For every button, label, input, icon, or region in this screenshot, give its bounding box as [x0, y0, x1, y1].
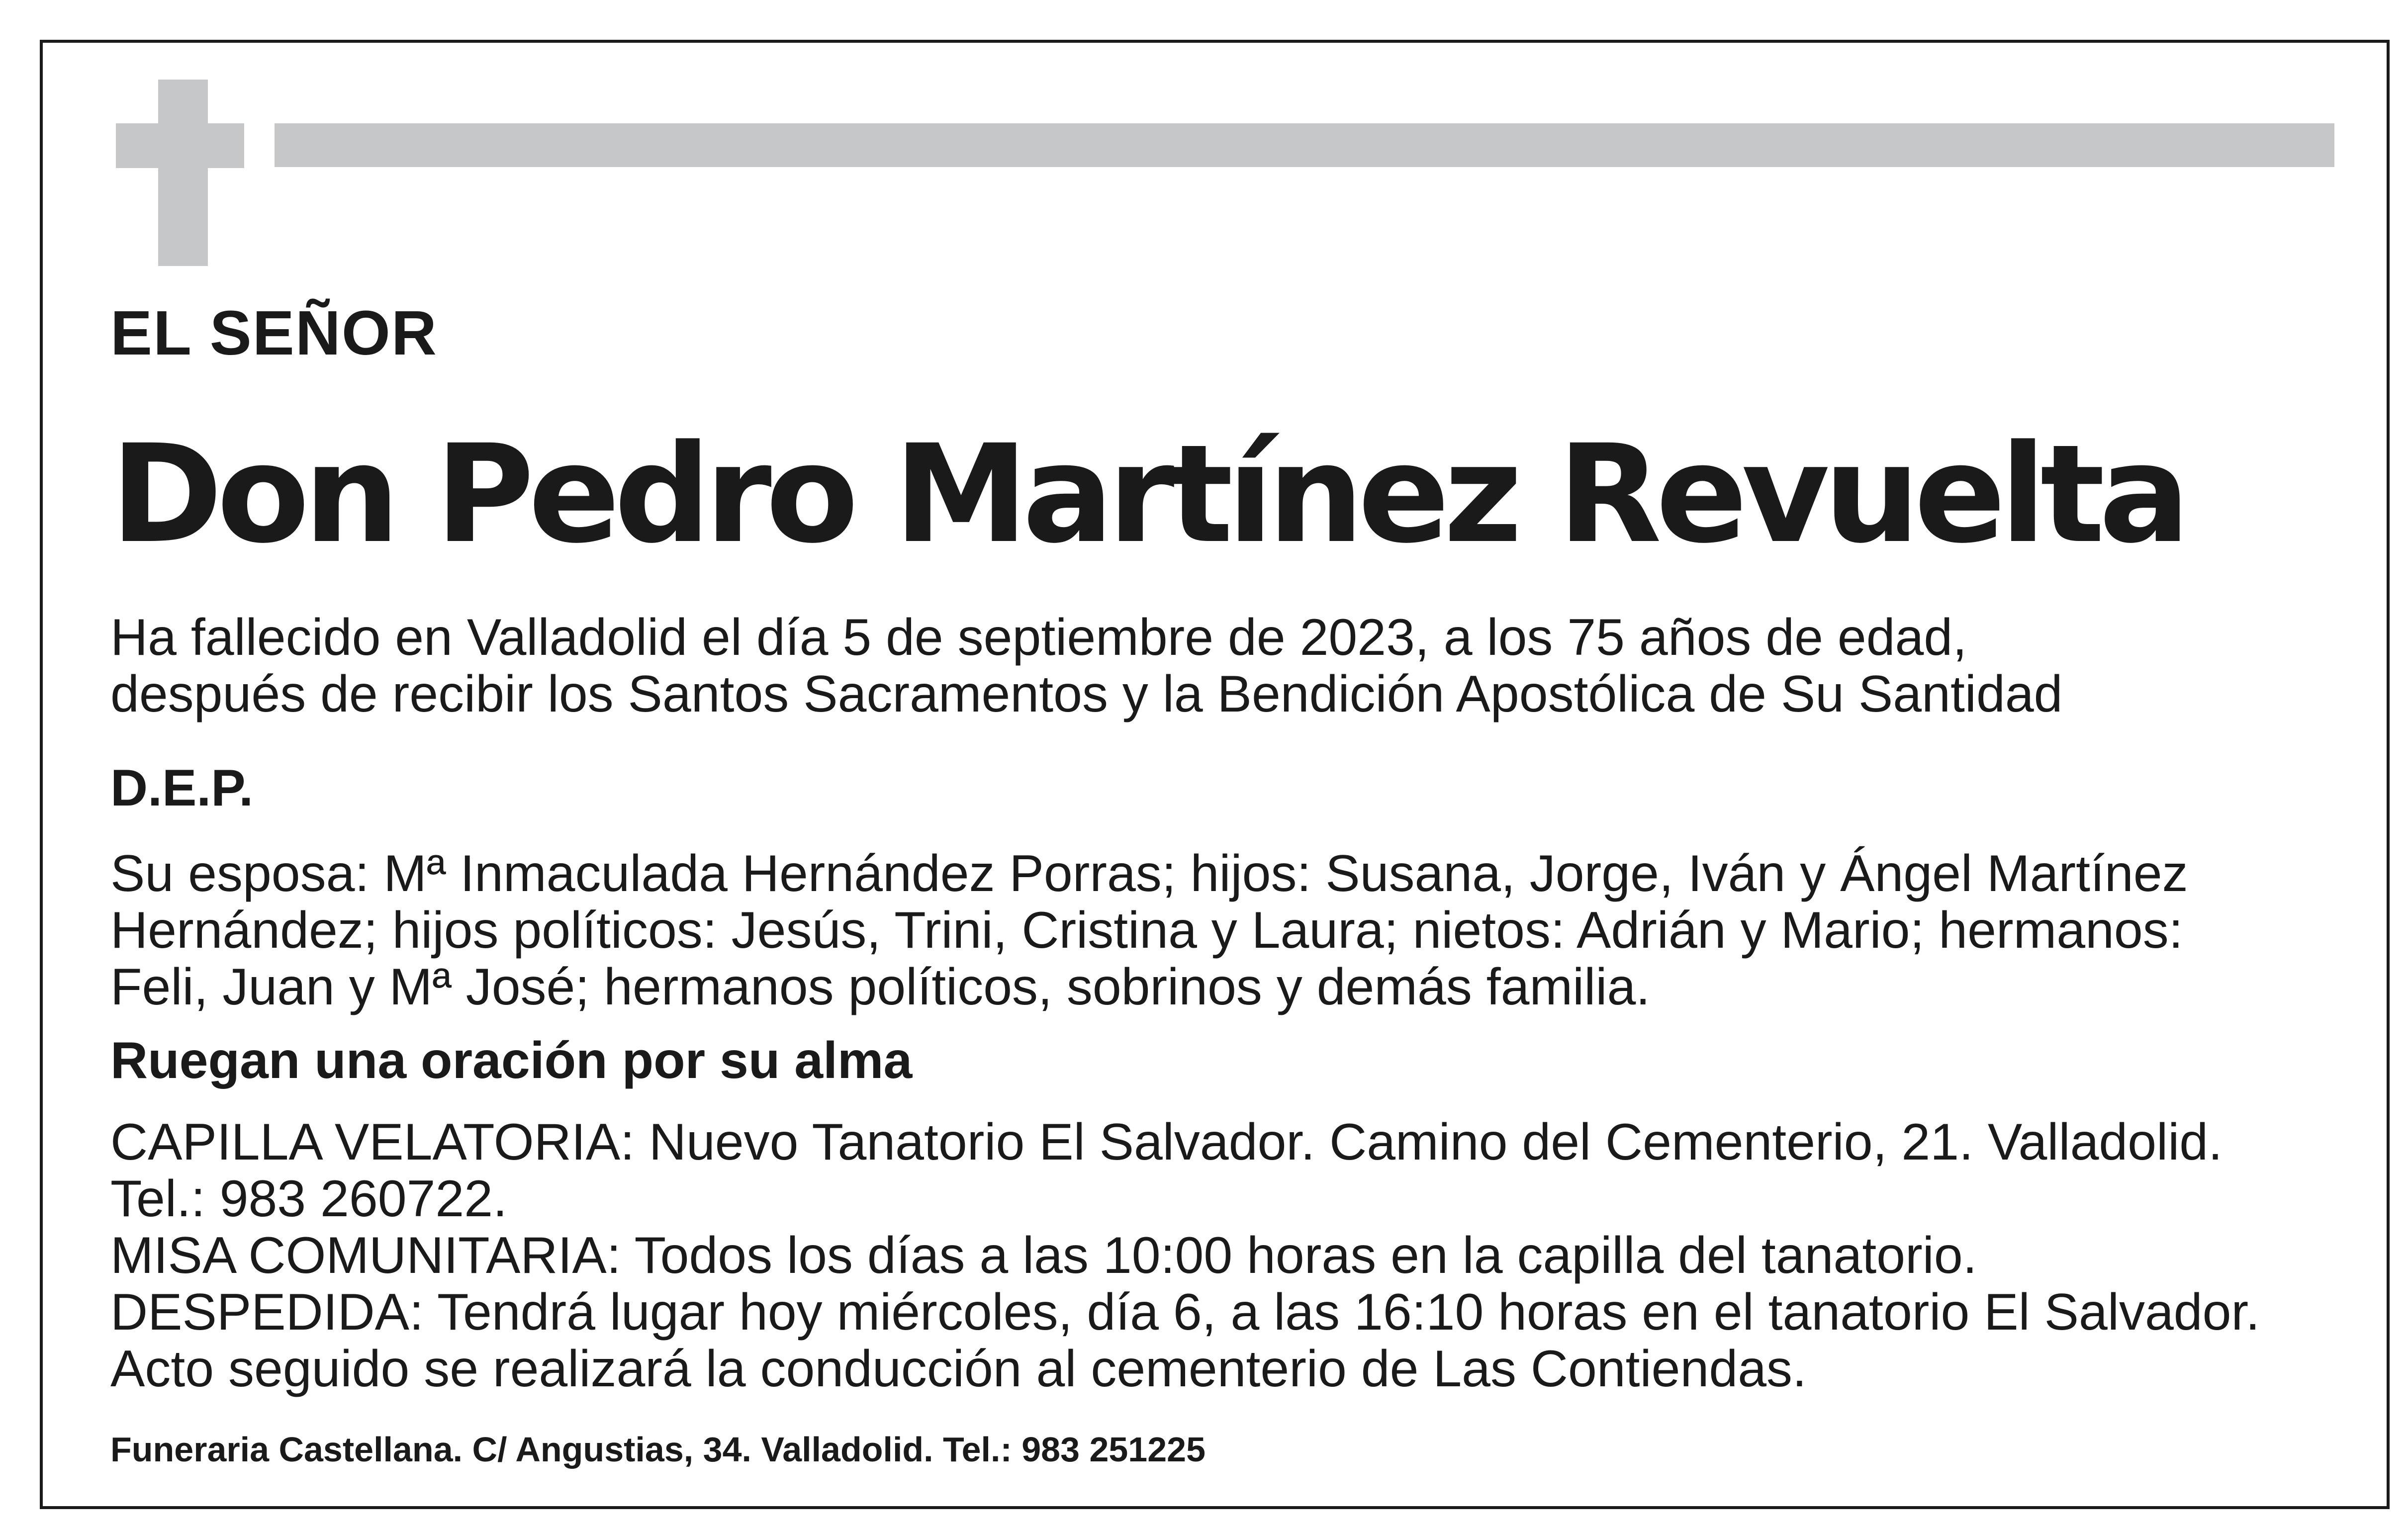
service-line: CAPILLA VELATORIA: Nuevo Tanatorio El Salvador. Camino del Cementerio, 21. Valladolid.	[110, 1113, 2223, 1171]
honorific-heading: EL SEÑOR	[110, 298, 438, 368]
family-line: Feli, Juan y Mª José; hermanos políticos, sobrinos y demás familia.	[110, 958, 1651, 1016]
death-notice-line: Ha fallecido en Valladolid el día 5 de septiembre de 2023, a los 75 años de edad,	[110, 609, 1967, 666]
cross-vertical-beam	[158, 80, 208, 266]
family-line: Su esposa: Mª Inmaculada Hernández Porras; hijos: Susana, Jorge, Iván y Ángel Martínez	[110, 845, 2188, 902]
service-line: Tel.: 983 260722.	[110, 1170, 507, 1228]
rip-abbreviation: D.E.P.	[110, 759, 254, 817]
service-details	[110, 1114, 2260, 1397]
deceased-name: Don Pedro Martínez Revuelta	[110, 416, 2185, 573]
family-list	[110, 845, 2188, 1015]
death-notice	[110, 609, 2063, 722]
cross-horizontal-beam	[116, 123, 244, 168]
service-line: DESPEDIDA: Tendrá lugar hoy miércoles, día 6, a las 16:10 horas en el tanatorio El Salvador.	[110, 1283, 2260, 1341]
service-line: Acto seguido se realizará la conducción al cementerio de Las Contiendas.	[110, 1340, 1807, 1398]
prayer-request: Ruegan una oración por su alma	[110, 1032, 913, 1089]
death-notice-line: después de recibir los Santos Sacramentos y la Bendición Apostólica de Su Santidad	[110, 665, 2063, 723]
header-rule	[275, 123, 2334, 167]
funeral-home-footer: Funeraria Castellana. C/ Angustias, 34. Valladolid. Tel.: 983 251225	[110, 1430, 1206, 1469]
service-line: MISA COMUNITARIA: Todos los días a las 10:00 horas en la capilla del tanatorio.	[110, 1227, 1977, 1284]
family-line: Hernández; hijos políticos: Jesús, Trini, Cristina y Laura; nietos: Adrián y Mario; hermanos:	[110, 901, 2183, 959]
